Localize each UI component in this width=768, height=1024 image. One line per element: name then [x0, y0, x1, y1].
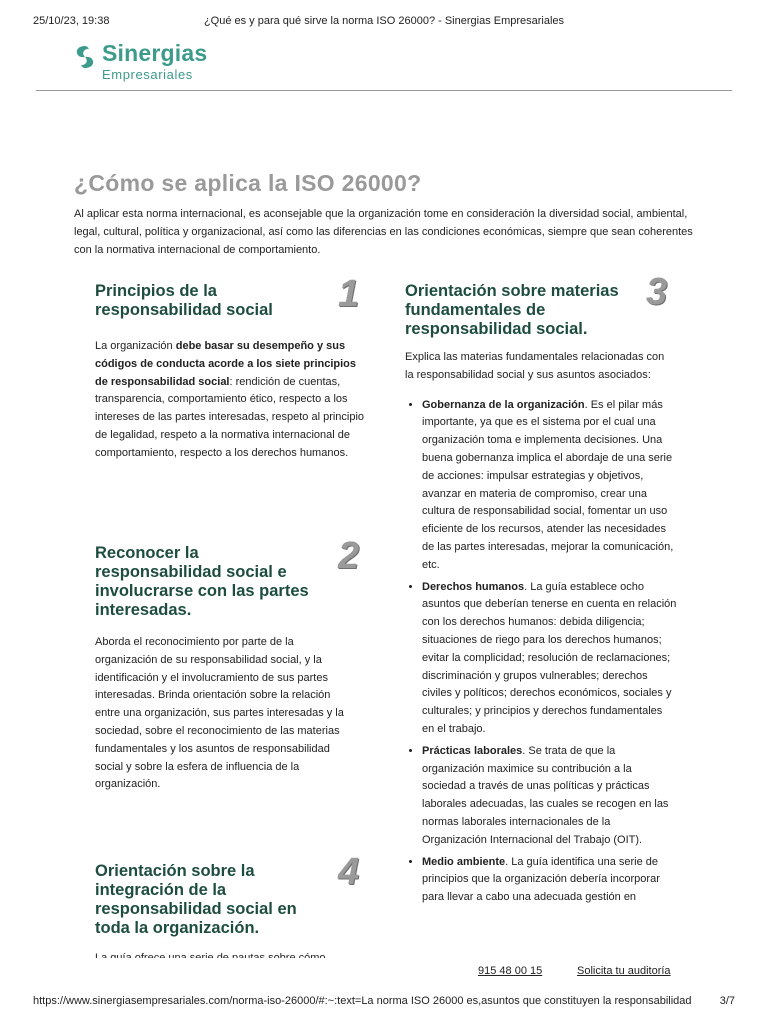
print-header-title: ¿Qué es y para qué sirve la norma ISO 26000? - Sinergias Empresariales	[203, 15, 565, 27]
section-title: Orientación sobre materias fundamentales de responsabilidad social.	[405, 282, 619, 338]
list-item: • Gobernanza de la organización. Es el pilar más importante, ya que es el sistema por el cual una organización toma e implementa decisiones. Una buena gobernanza implica el abordaje de una serie de acciones: impulsar estrategias y objetivos, avanzar en materia de compromiso, crear una cultura de responsabilidad social, fomentar un uso eficiente de los recursos, atender las necesidades de las partes interesadas, mejorar la comunicación, etc.	[422, 397, 677, 575]
logo-subtitle: Empresariales	[102, 67, 193, 82]
phone-link[interactable]: 915 48 00 15	[478, 965, 543, 977]
print-footer-url: https://www.sinergiasempresariales.com/norma-iso-26000/#:~:text=La norma ISO 26000 es,asuntos que constituyen la responsabilidad	[33, 995, 692, 1007]
core-subjects-list	[405, 397, 677, 907]
header-divider	[36, 90, 732, 91]
list-item: • Derechos humanos. La guía establece ocho asuntos que deberían tenerse en cuenta en relación con los derechos humanos: debida diligencia; situaciones de riego para los derechos humanos; evitar la complicidad; resolución de reclamaciones; discriminación y grupos vulnerables; derechos civiles y políticos; derechos económicos, sociales y culturales; y principios y derechos fundamentales en el trabajo.	[422, 579, 677, 739]
section-number: 4	[338, 851, 360, 893]
section-title: Orientación sobre la integración de la responsabilidad social en toda la organización.	[95, 862, 297, 937]
section-number: 1	[338, 273, 360, 315]
print-header-date: 25/10/23, 19:38	[33, 15, 110, 27]
section-body: Aborda el reconocimiento por parte de la organización de su responsabilidad social, y la identificación y el involucramiento de sus partes interesadas. Brinda orientación sobre la relación entre una organización, sus partes interesadas y la sociedad, sobre el reconocimiento de las materias fundamentales y los asuntos de responsabilidad social y sobre la esfera de influencia de la organización.	[95, 636, 344, 791]
request-audit-link[interactable]: Solicita tu auditoría	[577, 965, 671, 977]
section-title: Reconocer la responsabilidad social e involucrarse con las partes interesadas.	[95, 544, 309, 619]
section-number: 2	[338, 535, 360, 577]
left-column	[95, 273, 375, 962]
list-item: • Medio ambiente. La guía identifica una serie de principios que la organización debería incorporar para llevar a cabo una adecuada gestión en	[422, 854, 677, 907]
section-heading: ¿Cómo se aplica la ISO 26000?	[74, 170, 422, 196]
intro-paragraph: Al aplicar esta norma internacional, es aconsejable que la organización tome en consideración la diversidad social, ambiental, legal, cultural, política y organizacional, así como las diferencias en las condiciones económicas, siempre que sean coherentes con la normativa internacional de comportamiento.	[74, 208, 693, 256]
principle-section-4	[95, 851, 375, 968]
print-footer-page: 3/7	[719, 995, 735, 1007]
list-item: • Prácticas laborales. Se trata de que la organización maximice su contribución a la sociedad a través de unas políticas y prácticas laborales adecuadas, las cuales se recogen en las normas laborales internacionales de la Organización Internacional del Trabajo (OIT).	[422, 743, 677, 850]
principle-section-3	[405, 271, 677, 911]
section-title: Principios de la responsabilidad social	[95, 282, 273, 319]
section-body: Explica las materias fundamentales relacionadas con la responsabilidad social y sus asuntos asociados:	[405, 351, 665, 381]
section-number: 3	[646, 271, 668, 313]
logo-name: Sinergias	[102, 40, 208, 66]
section-body: La organización debe basar su desempeño y sus códigos de conducta acorde a los siete principios de responsabilidad social: rendición de cuentas, transparencia, comportamiento ético, respecto a los intereses de las partes interesadas, respeto al principio de legalidad, respeto a la normativa internacional de comportamiento, respecto a los derechos humanos.	[95, 340, 365, 459]
principle-section-1	[95, 273, 375, 463]
sinergias-logo-icon	[72, 44, 98, 70]
principle-section-2	[95, 535, 375, 794]
